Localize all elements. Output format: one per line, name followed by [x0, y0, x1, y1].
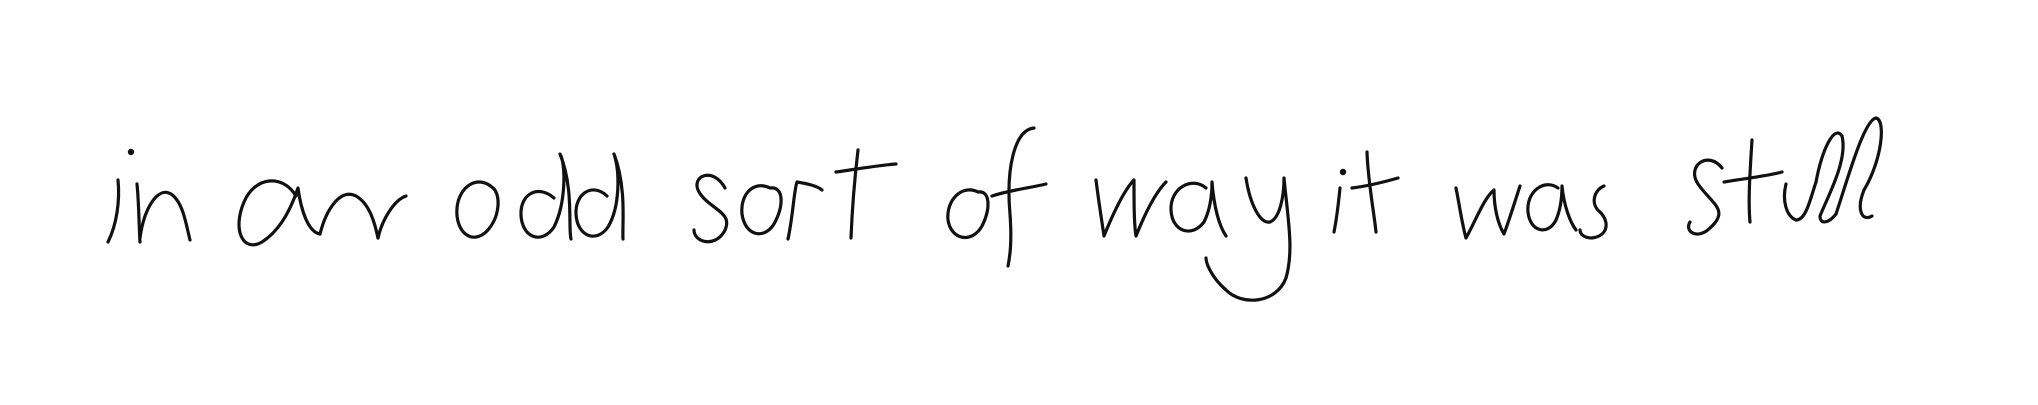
word-sort	[694, 150, 896, 242]
word-an	[239, 181, 406, 245]
word-way	[1096, 178, 1290, 300]
word-still	[1689, 118, 1882, 234]
word-was	[1456, 185, 1606, 238]
word-in	[108, 149, 190, 242]
word-it	[1334, 152, 1398, 232]
word-of	[948, 128, 1046, 266]
word-odd	[457, 154, 623, 239]
